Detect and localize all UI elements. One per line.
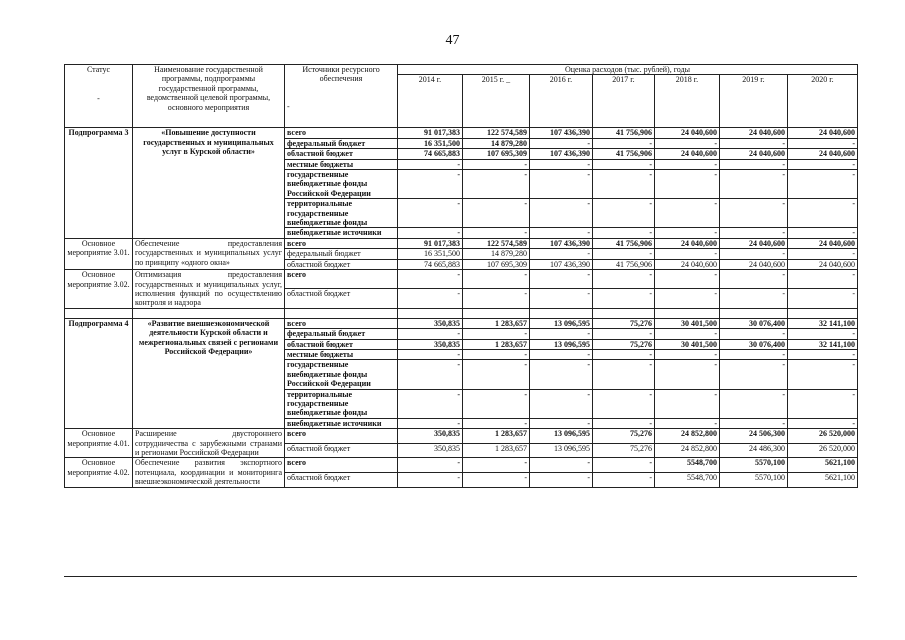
gap-cell [65, 308, 133, 318]
value-cell: - [720, 138, 788, 148]
value-cell: - [593, 170, 655, 199]
value-cell: - [593, 249, 655, 259]
value-cell: 14 879,280 [463, 138, 530, 148]
value-cell: 5570,100 [720, 458, 788, 473]
value-cell: - [530, 170, 593, 199]
status-cell: Основное мероприятие 3.02. [65, 270, 133, 309]
value-cell: - [530, 138, 593, 148]
value-cell: 24 486,300 [720, 443, 788, 458]
value-cell: - [655, 270, 720, 289]
header-sources: Источники ресурсного обеспечения - [285, 65, 398, 128]
source-cell: территориальные государственные внебюджетные фонды [285, 199, 398, 228]
value-cell: - [398, 349, 463, 359]
value-cell: 30 401,500 [655, 318, 720, 328]
source-cell: федеральный бюджет [285, 138, 398, 148]
program-name-cell: Расширение двустороннего сотрудничества с зарубежными странами и регионами Российской Федерации [133, 429, 285, 458]
value-cell: - [788, 289, 858, 308]
value-cell: - [655, 159, 720, 169]
source-cell: всего [285, 318, 398, 328]
value-cell: - [398, 270, 463, 289]
value-cell: - [788, 249, 858, 259]
value-cell: - [720, 270, 788, 289]
header-name: Наименование государственной программы, подпрограммы государственной программы, ведомственной целевой программы, основного мероприятия [133, 65, 285, 128]
value-cell: - [720, 228, 788, 238]
value-cell: 30 076,400 [720, 339, 788, 349]
value-cell: 91 017,383 [398, 238, 463, 248]
source-cell: местные бюджеты [285, 349, 398, 359]
value-cell: - [655, 418, 720, 428]
value-cell: 24 040,600 [720, 238, 788, 248]
table-row [65, 318, 858, 328]
value-cell: - [398, 170, 463, 199]
value-cell: 107 695,309 [463, 149, 530, 159]
value-cell: - [593, 329, 655, 339]
value-cell: - [655, 228, 720, 238]
year-header: 2018 г. [655, 75, 720, 128]
status-cell: Подпрограмма 4 [65, 318, 133, 428]
year-header: 2014 г. [398, 75, 463, 128]
value-cell: - [398, 389, 463, 418]
source-cell: внебюджетные источники [285, 418, 398, 428]
value-cell: 350,835 [398, 318, 463, 328]
value-cell: - [655, 249, 720, 259]
value-cell: - [655, 349, 720, 359]
source-cell: областной бюджет [285, 339, 398, 349]
value-cell: - [463, 389, 530, 418]
header-status: Статус - [65, 65, 133, 128]
value-cell: - [463, 418, 530, 428]
value-cell: - [593, 159, 655, 169]
value-cell: 350,835 [398, 443, 463, 458]
value-cell: - [463, 199, 530, 228]
value-cell: - [593, 458, 655, 473]
value-cell: 5548,700 [655, 458, 720, 473]
status-cell: Основное мероприятие 3.01. [65, 238, 133, 269]
value-cell: - [720, 289, 788, 308]
value-cell: - [398, 458, 463, 473]
source-cell: областной бюджет [285, 149, 398, 159]
value-cell: 13 096,595 [530, 429, 593, 444]
value-cell: 24 040,600 [655, 238, 720, 248]
value-cell: 350,835 [398, 339, 463, 349]
value-cell: - [655, 170, 720, 199]
source-cell: федеральный бюджет [285, 249, 398, 259]
source-cell: всего [285, 270, 398, 289]
value-cell: 75,276 [593, 429, 655, 444]
source-cell: всего [285, 238, 398, 248]
gap-cell [655, 308, 720, 318]
value-cell: - [530, 360, 593, 389]
gap-cell [720, 308, 788, 318]
program-name-cell: «Развитие внешнеэкономической деятельности Курской области и межрегиональных связей с регионами Российской Федерации» [133, 318, 285, 428]
value-cell: - [398, 473, 463, 488]
source-cell: областной бюджет [285, 443, 398, 458]
value-cell: - [788, 170, 858, 199]
value-cell: 41 756,906 [593, 149, 655, 159]
value-cell: 122 574,589 [463, 128, 530, 138]
source-cell: всего [285, 128, 398, 138]
value-cell: - [720, 418, 788, 428]
table-row [65, 238, 858, 248]
value-cell: 5570,100 [720, 473, 788, 488]
value-cell: - [398, 289, 463, 308]
value-cell: - [593, 418, 655, 428]
value-cell: - [463, 159, 530, 169]
page-number: 47 [445, 33, 460, 48]
value-cell: 14 879,280 [463, 249, 530, 259]
value-cell: - [530, 249, 593, 259]
value-cell: 24 040,600 [788, 238, 858, 248]
value-cell: 1 283,657 [463, 318, 530, 328]
value-cell: - [720, 249, 788, 259]
program-name-cell: Обеспечение развития экспортного потенциала, координации и мониторинга внешнеэкономической деятельности [133, 458, 285, 487]
value-cell: - [788, 360, 858, 389]
value-cell: 5621,100 [788, 458, 858, 473]
value-cell: 24 040,600 [655, 128, 720, 138]
table-row [65, 270, 858, 289]
value-cell: - [720, 349, 788, 359]
source-cell: областной бюджет [285, 289, 398, 308]
value-cell: - [463, 228, 530, 238]
value-cell: - [530, 349, 593, 359]
value-cell: - [530, 458, 593, 473]
program-name-cell: Обеспечение предоставления государственных и муниципальных услуг по принципу «одного окна» [133, 238, 285, 269]
value-cell: 24 040,600 [788, 149, 858, 159]
table-row [65, 458, 858, 473]
value-cell: - [530, 270, 593, 289]
value-cell: - [593, 473, 655, 488]
program-name-cell: Оптимизация предоставления государственных и муниципальных услуг, исполнения функций по осуществлению контроля и надзора [133, 270, 285, 309]
value-cell: 13 096,595 [530, 339, 593, 349]
value-cell: 107 436,390 [530, 259, 593, 269]
year-header: 2017 г. [593, 75, 655, 128]
value-cell: - [788, 329, 858, 339]
value-cell: 24 040,600 [788, 128, 858, 138]
value-cell: - [593, 199, 655, 228]
value-cell: - [398, 329, 463, 339]
section-gap [65, 308, 858, 318]
value-cell: 107 436,390 [530, 149, 593, 159]
value-cell: - [655, 138, 720, 148]
value-cell: - [788, 418, 858, 428]
source-cell: областной бюджет [285, 473, 398, 488]
value-cell: - [788, 270, 858, 289]
gap-cell [398, 308, 463, 318]
value-cell: - [530, 289, 593, 308]
value-cell: - [398, 360, 463, 389]
value-cell: 30 401,500 [655, 339, 720, 349]
gap-cell [133, 308, 285, 318]
source-cell: областной бюджет [285, 259, 398, 269]
value-cell: 75,276 [593, 339, 655, 349]
value-cell: - [530, 159, 593, 169]
value-cell: 24 040,600 [655, 149, 720, 159]
value-cell: - [463, 360, 530, 389]
value-cell: - [788, 389, 858, 418]
value-cell: - [720, 199, 788, 228]
source-cell: всего [285, 458, 398, 473]
value-cell: 350,835 [398, 429, 463, 444]
value-cell: 24 506,300 [720, 429, 788, 444]
value-cell: 24 040,600 [720, 149, 788, 159]
source-cell: внебюджетные источники [285, 228, 398, 238]
value-cell: 74 665,883 [398, 259, 463, 269]
value-cell: - [788, 228, 858, 238]
value-cell: 16 351,500 [398, 138, 463, 148]
value-cell: 41 756,906 [593, 259, 655, 269]
value-cell: 75,276 [593, 443, 655, 458]
value-cell: - [398, 159, 463, 169]
value-cell: - [655, 329, 720, 339]
value-cell: 1 283,657 [463, 429, 530, 444]
value-cell: 16 351,500 [398, 249, 463, 259]
value-cell: 24 040,600 [788, 259, 858, 269]
value-cell: 107 695,309 [463, 259, 530, 269]
value-cell: - [655, 389, 720, 418]
source-cell: федеральный бюджет [285, 329, 398, 339]
source-cell: территориальные государственные внебюджетные фонды [285, 389, 398, 418]
year-header: 2020 г. [788, 75, 858, 128]
source-cell: местные бюджеты [285, 159, 398, 169]
value-cell: - [398, 228, 463, 238]
value-cell: - [720, 159, 788, 169]
value-cell: - [788, 199, 858, 228]
value-cell: - [593, 349, 655, 359]
gap-cell [788, 308, 858, 318]
value-cell: - [655, 289, 720, 308]
value-cell: - [593, 289, 655, 308]
value-cell: 24 040,600 [720, 128, 788, 138]
value-cell: - [530, 199, 593, 228]
year-header: 2016 г. [530, 75, 593, 128]
table-row [65, 429, 858, 444]
value-cell: - [463, 289, 530, 308]
value-cell: 1 283,657 [463, 339, 530, 349]
value-cell: - [398, 418, 463, 428]
value-cell: - [593, 228, 655, 238]
value-cell: 24 040,600 [720, 259, 788, 269]
value-cell: 122 574,589 [463, 238, 530, 248]
value-cell: - [463, 170, 530, 199]
value-cell: - [593, 138, 655, 148]
value-cell: 107 436,390 [530, 238, 593, 248]
value-cell: 75,276 [593, 318, 655, 328]
source-cell: государственные внебюджетные фонды Российской Федерации [285, 360, 398, 389]
value-cell: - [593, 360, 655, 389]
value-cell: - [720, 360, 788, 389]
value-cell: 13 096,595 [530, 318, 593, 328]
value-cell: 41 756,906 [593, 128, 655, 138]
value-cell: - [593, 270, 655, 289]
program-name-cell: «Повышение доступности государственных и муниципальных услуг в Курской области» [133, 128, 285, 238]
value-cell: - [720, 389, 788, 418]
value-cell: - [788, 349, 858, 359]
value-cell: - [530, 473, 593, 488]
value-cell: - [463, 458, 530, 473]
value-cell: - [530, 228, 593, 238]
value-cell: 26 520,000 [788, 429, 858, 444]
value-cell: - [463, 473, 530, 488]
value-cell: - [655, 199, 720, 228]
value-cell: 24 852,800 [655, 429, 720, 444]
value-cell: 24 040,600 [655, 259, 720, 269]
value-cell: - [593, 389, 655, 418]
value-cell: 41 756,906 [593, 238, 655, 248]
value-cell: 26 520,000 [788, 443, 858, 458]
value-cell: - [463, 329, 530, 339]
table-bottom-rule [64, 576, 857, 577]
value-cell: 32 141,100 [788, 318, 858, 328]
value-cell: - [720, 170, 788, 199]
value-cell: 5548,700 [655, 473, 720, 488]
value-cell: - [530, 389, 593, 418]
value-cell: 1 283,657 [463, 443, 530, 458]
value-cell: 91 017,383 [398, 128, 463, 138]
value-cell: - [788, 159, 858, 169]
status-cell: Подпрограмма 3 [65, 128, 133, 238]
gap-cell [593, 308, 655, 318]
value-cell: 5621,100 [788, 473, 858, 488]
year-header: 2015 г. _ [463, 75, 530, 128]
source-cell: всего [285, 429, 398, 444]
value-cell: 13 096,595 [530, 443, 593, 458]
value-cell: 107 436,390 [530, 128, 593, 138]
table-row [65, 128, 858, 138]
value-cell: - [720, 329, 788, 339]
value-cell: - [398, 199, 463, 228]
value-cell: 24 852,800 [655, 443, 720, 458]
gap-cell [285, 308, 398, 318]
header-estimate: Оценка расходов (тыс. рублей), годы [398, 65, 858, 75]
value-cell: - [655, 360, 720, 389]
value-cell: - [463, 349, 530, 359]
gap-cell [530, 308, 593, 318]
status-cell: Основное мероприятие 4.01. [65, 429, 133, 458]
value-cell: 30 076,400 [720, 318, 788, 328]
value-cell: 74 665,883 [398, 149, 463, 159]
source-cell: государственные внебюджетные фонды Российской Федерации [285, 170, 398, 199]
value-cell: - [530, 329, 593, 339]
value-cell: - [463, 270, 530, 289]
budget-table [64, 64, 858, 488]
value-cell: 32 141,100 [788, 339, 858, 349]
gap-cell [463, 308, 530, 318]
status-cell: Основное мероприятие 4.02. [65, 458, 133, 487]
value-cell: - [530, 418, 593, 428]
year-header: 2019 г. [720, 75, 788, 128]
value-cell: - [788, 138, 858, 148]
